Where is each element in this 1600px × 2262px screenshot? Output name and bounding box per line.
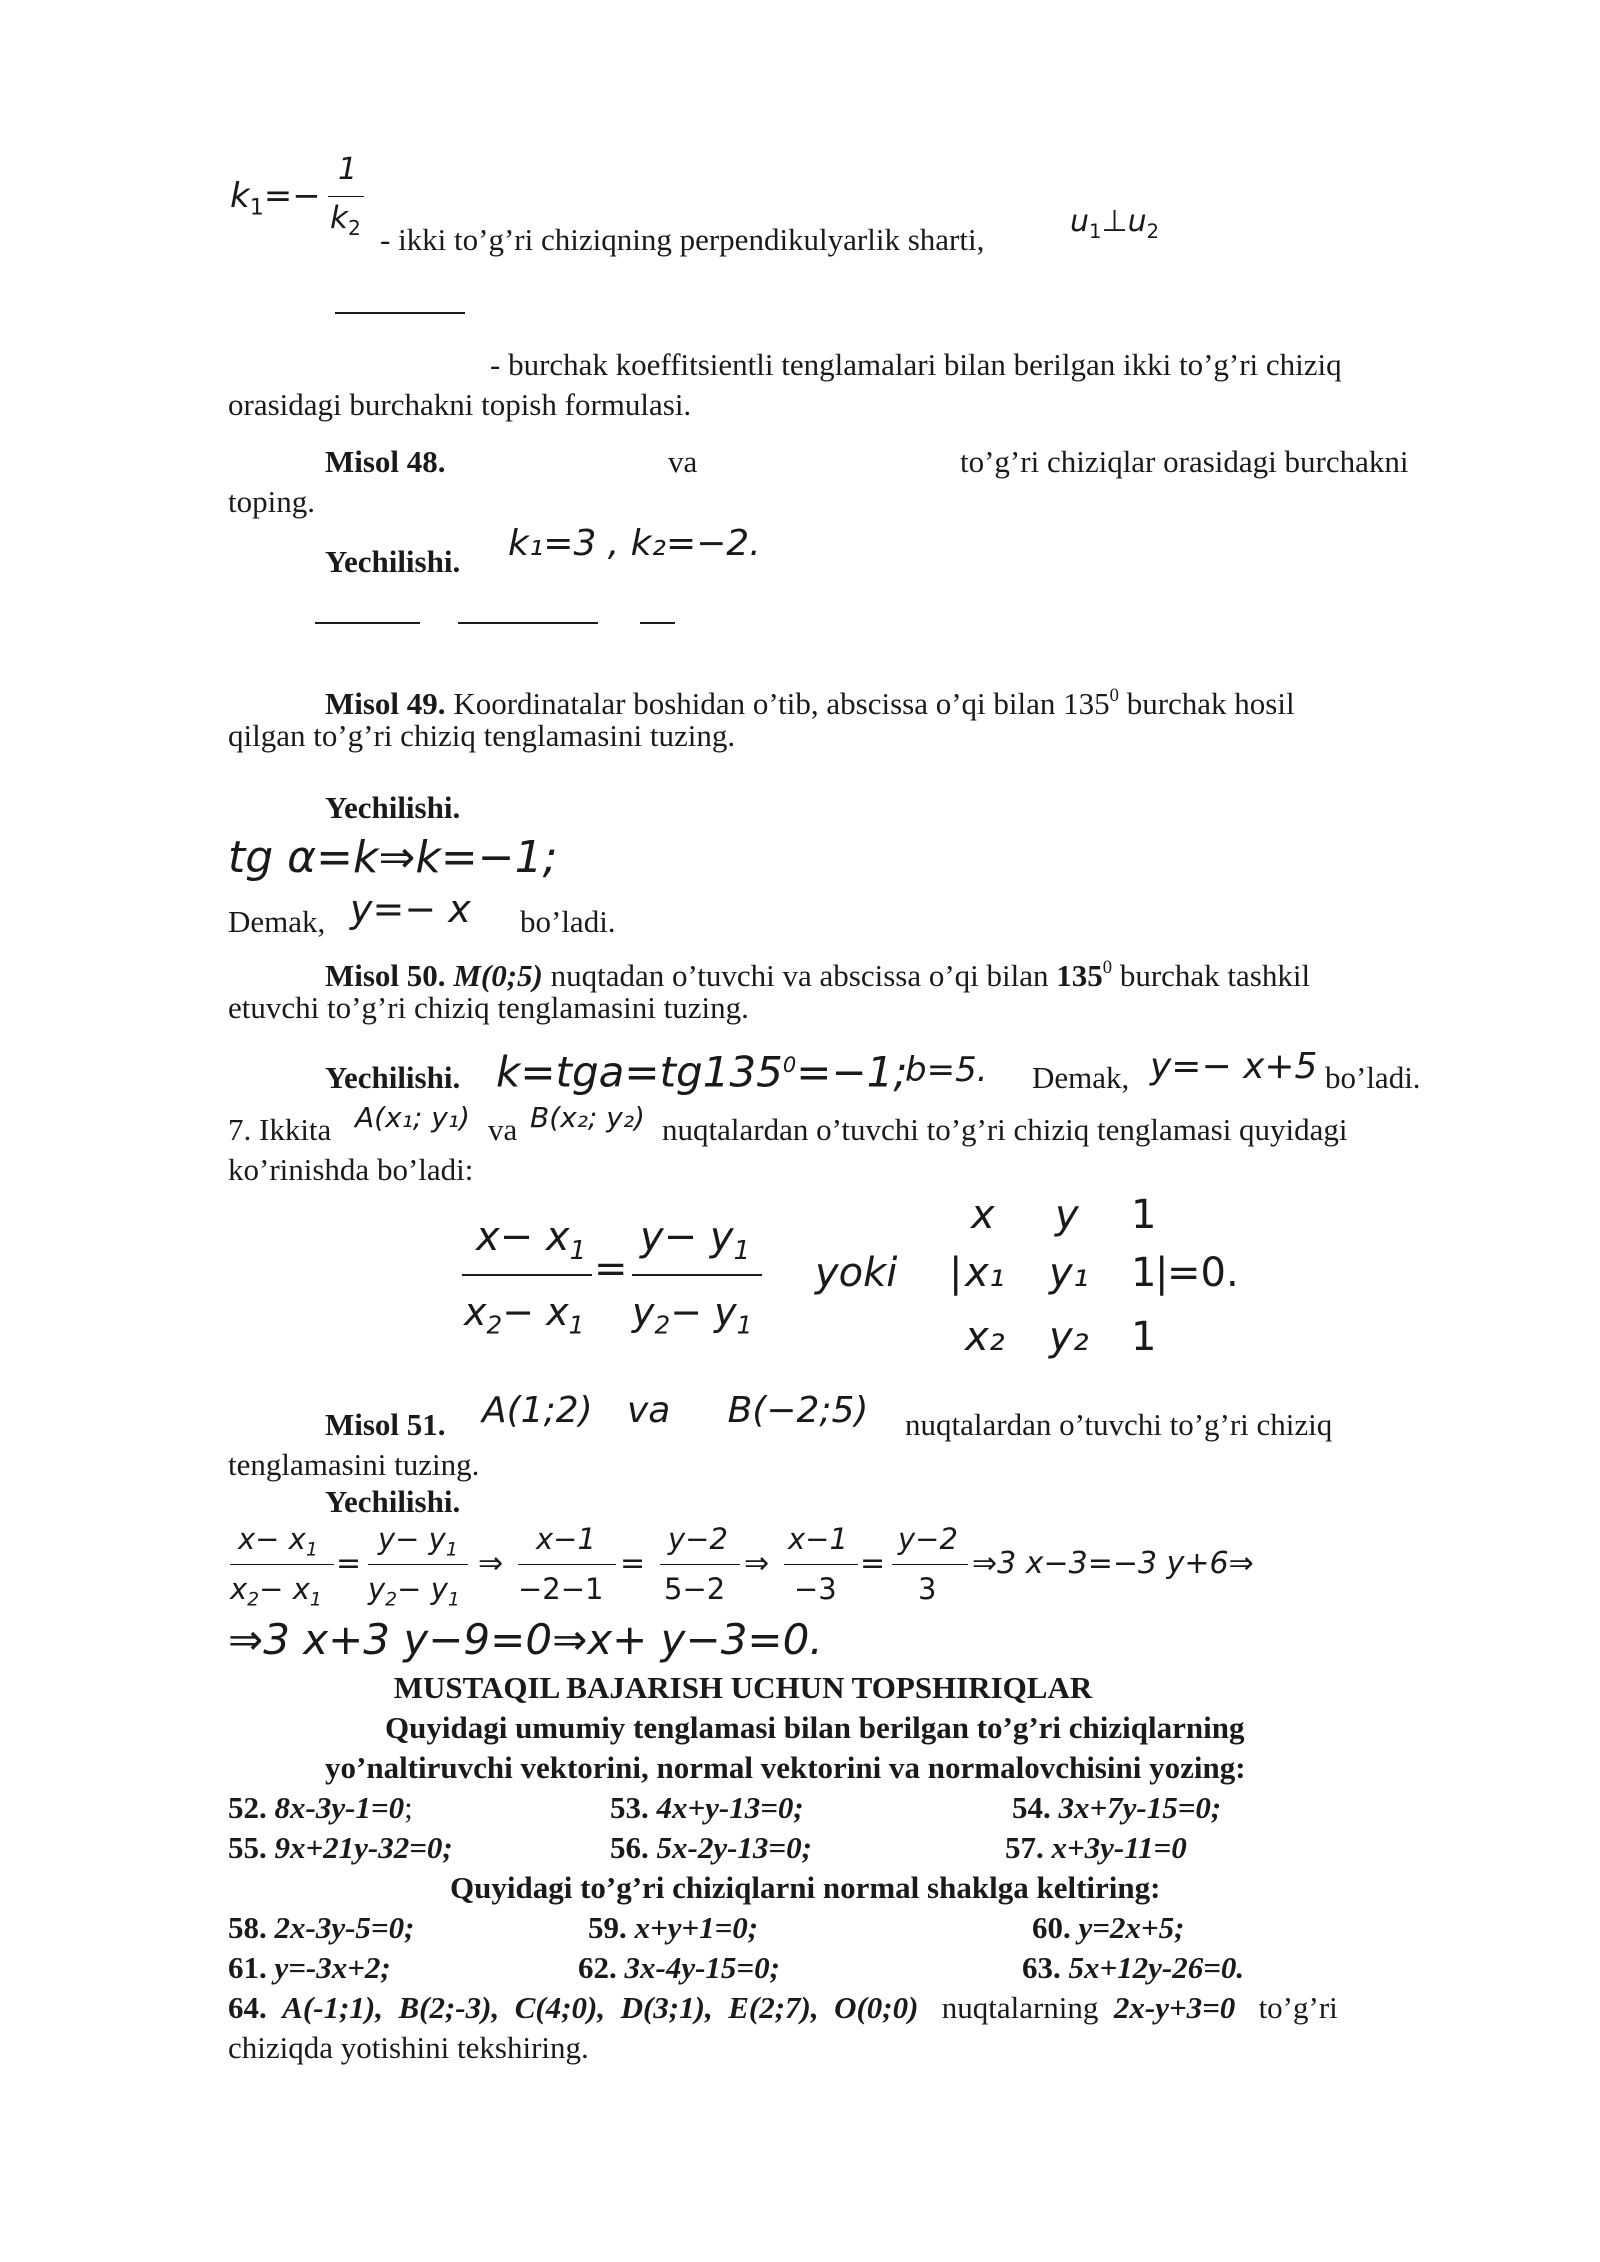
task-57: 57. x+3y-11=0 [1005, 1830, 1187, 1865]
misol-51-text-line2: tenglamasini tuzing. [228, 1447, 480, 1482]
misol-50-boladi: bo’ladi. [1325, 1060, 1421, 1095]
section-7-text: nuqtalardan o’tuvchi to’g’ri chiziq tenglamasi quyidagi [662, 1112, 1348, 1147]
task-63: 63. 5x+12y-26=0. [1022, 1950, 1245, 1985]
misol-49-equation: tg α=k⇒k=−1; [228, 832, 558, 883]
k1-symbol: $k_1=-$ [230, 176, 321, 221]
tasks-sub1-line1: Quyidagi umumiy tenglamasi bilan berilgan to’g’ri chiziqlarning [385, 1710, 1245, 1745]
task-55: 55. 9x+21y-32=0; [228, 1830, 453, 1865]
chain-f5-num: x−1 [788, 1522, 848, 1556]
frac-denominator: $k_2$ [330, 200, 361, 241]
det-bar-right: | [1155, 1250, 1169, 1296]
point-b: B(x₂; y₂) [530, 1101, 645, 1134]
determinant [945, 1190, 1275, 1380]
misol-48-text-line2: toping. [228, 484, 315, 519]
misol-51-label: Misol 51. [325, 1407, 446, 1442]
misol-49-yechilishi: Yechilishi. [325, 790, 461, 825]
det-r3c1: x₂ [965, 1314, 1005, 1360]
blank-line-1 [315, 622, 420, 624]
section-7-intro: 7. Ikkita [228, 1112, 332, 1147]
misol-49-line2: qilgan to’g’ri chiziq tenglamasini tuzing. [228, 718, 736, 753]
misol-50-demak: Demak, [1032, 1060, 1130, 1095]
frac-bar [328, 196, 364, 197]
task-54: 54. 3x+7y-15=0; [1012, 1790, 1222, 1825]
det-r2c2: y₁ [1049, 1250, 1089, 1296]
frac2-denominator: $y_2- y_1$ [632, 1290, 753, 1340]
task-61: 61. y=-3x+2; [228, 1950, 391, 1985]
misol-49-line1: Misol 49. Koordinatalar boshidan o’tib, abscissa o’qi bilan $135^0$ burchak hosil [325, 685, 1295, 722]
chain-f4-den: 5−2 [664, 1572, 726, 1606]
chain-f2-num: $y- y_1$ [378, 1522, 458, 1561]
chain-f5-den: −3 [794, 1572, 837, 1606]
misol-51-yechilishi: Yechilishi. [325, 1484, 461, 1519]
tasks-heading: MUSTAQIL BAJARISH UCHUN TOPSHIRIQLAR [393, 1670, 1093, 1705]
det-bar-left: | [949, 1250, 963, 1296]
misol-49-result: y=− x [350, 887, 471, 931]
det-r2c1: x₁ [965, 1250, 1005, 1296]
chain-eq3: = [860, 1546, 886, 1581]
task-59: 59. x+y+1=0; [588, 1910, 759, 1945]
formula-placeholder-line [335, 312, 465, 314]
chain-tail: ⇒3 x−3=−3 y+6⇒ [972, 1546, 1254, 1581]
chain-f6-bar [892, 1564, 968, 1565]
frac-equals: = [594, 1246, 628, 1292]
chain-f3-den: −2−1 [518, 1572, 604, 1606]
det-r3c2: y₂ [1049, 1314, 1089, 1360]
chain-eq2: = [620, 1546, 646, 1581]
det-r1c3: 1 [1131, 1192, 1157, 1238]
misol-49-boladi: bo’ladi. [520, 904, 616, 939]
misol-48-va: va [668, 444, 698, 479]
chain-f3-bar [518, 1564, 616, 1565]
task-62: 62. 3x-4y-15=0; [578, 1950, 780, 1985]
chain-f6-num: y−2 [898, 1522, 958, 1556]
task-64-line1: 64. A(-1;1), B(2;-3), C(4;0), D(3;1), E(2;7), O(0;0) nuqtalarning 2x-y+3=0 to’g’ri [228, 1990, 1338, 2025]
det-r1c1: x [971, 1192, 995, 1238]
blank-line-3 [640, 622, 675, 624]
misol-51-text: nuqtalardan o’tuvchi to’g’ri chiziq [905, 1407, 1333, 1442]
misol-48-solution: k₁=3 , k₂=−2. [508, 523, 761, 564]
point-a: A(x₁; y₁) [355, 1101, 470, 1134]
chain-eq1: = [336, 1546, 362, 1581]
chain-f2-den: $y_2- y_1$ [368, 1572, 460, 1611]
frac1-bar [462, 1274, 592, 1276]
frac1-denominator: $x_2- x_1$ [464, 1290, 585, 1340]
task-56: 56. 5x-2y-13=0; [610, 1830, 812, 1865]
chain-f1-num: $x- x_1$ [238, 1522, 318, 1561]
blank-line-2 [458, 622, 598, 624]
misol-50-line2: etuvchi to’g’ri chiziq tenglamasini tuzing. [228, 990, 749, 1025]
misol-49-demak: Demak, [228, 904, 326, 939]
section-7-va: va [488, 1112, 518, 1147]
frac2-bar [632, 1274, 762, 1276]
misol-50-yechilishi: Yechilishi. [325, 1060, 461, 1095]
task-53: 53. 4x+y-13=0; [610, 1790, 804, 1825]
two-point-formula [462, 1208, 762, 1358]
frac1-numerator: $x- x_1$ [476, 1214, 587, 1267]
task-60: 60. y=2x+5; [1032, 1910, 1185, 1945]
chain-f1-bar [230, 1564, 334, 1565]
task-64-line2: chiziqda yotishini tekshiring. [228, 2030, 589, 2065]
det-r1c2: y [1055, 1192, 1079, 1238]
chain-f3-num: x−1 [536, 1522, 596, 1556]
frac2-numerator: $y- y_1$ [640, 1214, 751, 1267]
chain-implies2: ⇒ [744, 1546, 770, 1581]
chain-f1-den: $x_2- x_1$ [230, 1572, 322, 1611]
chain-implies1: ⇒ [478, 1546, 504, 1581]
yoki-word: yoki [815, 1250, 898, 1296]
misol-50-line1: Misol 50. M(0;5) nuqtadan o’tuvchi va abscissa o’qi bilan $135^0$ burchak tashkil [325, 957, 1311, 994]
task-52: 52. 8x-3y-1=0; [228, 1790, 413, 1825]
perpendicular-text: - ikki to’g’ri chiziqning perpendikulyarlik sharti, [380, 222, 985, 257]
task-58: 58. 2x-3y-5=0; [228, 1910, 415, 1945]
chain-f5-bar [784, 1564, 858, 1565]
det-r2c3: 1 [1131, 1250, 1157, 1296]
misol-48-label: Misol 48. [325, 444, 446, 479]
misol-48-text: to’g’ri chiziqlar orasidagi burchakni [960, 444, 1409, 479]
misol-50-equation: $k=tga=tg135^0=-1$; [496, 1047, 908, 1097]
misol-51-final: ⇒3 x+3 y−9=0⇒x+ y−3=0. [228, 1615, 823, 1664]
det-r3c3: 1 [1131, 1314, 1157, 1360]
misol-50-b-value: b=5. [905, 1050, 988, 1090]
tasks-sub1-line2: yo’naltiruvchi vektorini, normal vektorini va normalovchisini yozing: [325, 1750, 1246, 1785]
chain-f6-den: 3 [918, 1572, 937, 1606]
u-perp-expression: $u_1\perp u_2$ [1070, 204, 1160, 243]
frac-numerator: 1 [338, 152, 358, 187]
chain-f4-num: y−2 [668, 1522, 728, 1556]
chain-f4-bar [660, 1564, 740, 1565]
formula-note-line2: orasidagi burchakni topish formulasi. [228, 387, 692, 422]
formula-note-line1: - burchak koeffitsientli tenglamalari bilan berilgan ikki to’g’ri chiziq [490, 347, 1342, 382]
misol-50-result: y=− x+5 [1150, 1046, 1318, 1087]
misol-51-solution-chain [228, 1522, 1348, 1612]
det-equals-zero: =0. [1167, 1250, 1239, 1296]
chain-f2-bar [368, 1564, 468, 1565]
misol-48-yechilishi: Yechilishi. [325, 544, 461, 579]
tasks-sub2: Quyidagi to’g’ri chiziqlarni normal shaklga keltiring: [450, 1870, 1161, 1905]
misol-51-points: A(1;2) va B(−2;5) [482, 1390, 869, 1431]
section-7-line2: ko’rinishda bo’ladi: [228, 1152, 474, 1187]
